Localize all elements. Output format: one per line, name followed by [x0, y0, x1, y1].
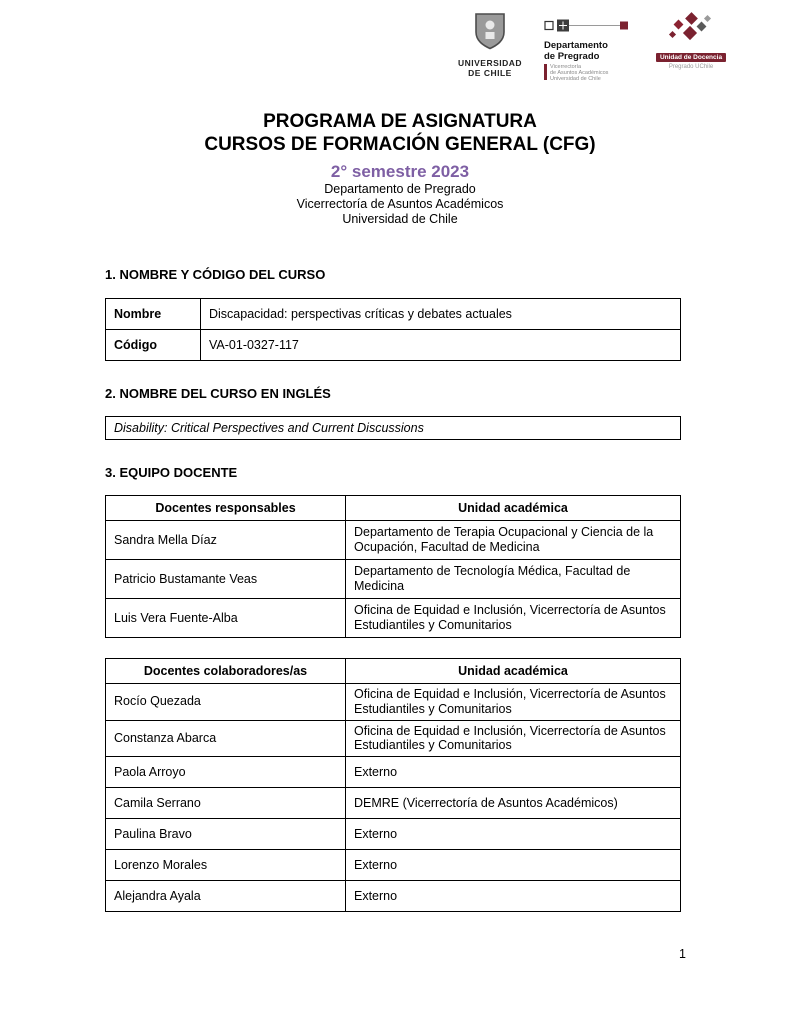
column-header-unidad-academica: Unidad académica — [346, 659, 681, 684]
teacher-unit: Externo — [346, 757, 681, 788]
docencia-logo-sub-text: Pregrado UChile — [668, 64, 714, 70]
table-row — [106, 560, 681, 599]
course-code-value: VA-01-0327-117 — [201, 330, 681, 361]
table-header-row — [106, 659, 681, 684]
teacher-unit: Departamento de Tecnología Médica, Facultad de Medicina — [346, 560, 681, 599]
table-row — [106, 599, 681, 638]
teacher-unit: Departamento de Terapia Ocupacional y Ciencia de la Ocupación, Facultad de Medicina — [346, 521, 681, 560]
table-row — [106, 720, 681, 757]
title-block — [0, 110, 800, 227]
table-row — [106, 330, 681, 361]
teacher-unit: Oficina de Equidad e Inclusión, Vicerrectoría de Asuntos Estudiantiles y Comunitarios — [346, 684, 681, 721]
teacher-unit: Externo — [346, 819, 681, 850]
page-number: 1 — [679, 947, 686, 961]
teacher-name: Lorenzo Morales — [106, 850, 346, 881]
table-row — [106, 521, 681, 560]
subtitle-department: Departamento de Pregrado — [324, 182, 476, 196]
document-body — [105, 266, 681, 912]
teacher-name: Alejandra Ayala — [106, 881, 346, 912]
section2-heading: 2. NOMBRE DEL CURSO EN INGLÉS — [105, 386, 331, 401]
column-header-docentes-responsables: Docentes responsables — [106, 496, 346, 521]
subtitle-vicerrectoria: Vicerrectoría de Asuntos Académicos — [296, 197, 504, 211]
column-header-docentes-colaboradores: Docentes colaboradores/as — [106, 659, 346, 684]
table-row — [106, 850, 681, 881]
pregrado-logo-accent-bar — [544, 64, 547, 80]
pregrado-logo-sub-line3: Universidad de Chile — [550, 76, 601, 82]
docencia-diamonds-icon — [665, 12, 717, 51]
uchile-logo — [450, 12, 530, 78]
table-row — [106, 299, 681, 330]
table-row — [106, 684, 681, 721]
logo-row — [450, 12, 732, 82]
course-name-code-table — [105, 298, 681, 361]
teacher-name: Constanza Abarca — [106, 720, 346, 757]
pregrado-logo-sub-line1: Vicerrectoría — [550, 64, 582, 70]
section1-heading: 1. NOMBRE Y CÓDIGO DEL CURSO — [105, 267, 326, 282]
teacher-name: Luis Vera Fuente-Alba — [106, 599, 346, 638]
teacher-unit: Oficina de Equidad e Inclusión, Vicerrectoría de Asuntos Estudiantiles y Comunitarios — [346, 720, 681, 757]
course-name-value: Discapacidad: perspectivas críticas y debates actuales — [201, 299, 681, 330]
docencia-logo-band-text: Unidad de Docencia — [656, 53, 726, 62]
teacher-unit: Oficina de Equidad e Inclusión, Vicerrectoría de Asuntos Estudiantiles y Comunitarios — [346, 599, 681, 638]
teacher-unit: Externo — [346, 850, 681, 881]
uchile-logo-text-line1: UNIVERSIDAD — [457, 58, 523, 68]
pregrado-logo — [544, 12, 636, 82]
responsible-teachers-table — [105, 495, 681, 638]
teacher-name: Camila Serrano — [106, 788, 346, 819]
subtitle-university: Universidad de Chile — [342, 212, 458, 226]
section3-heading: 3. EQUIPO DOCENTE — [105, 465, 238, 480]
document-title-line2: CURSOS DE FORMACIÓN GENERAL (CFG) — [204, 134, 596, 155]
english-name-table — [105, 416, 681, 440]
table-row — [106, 881, 681, 912]
table-row — [106, 819, 681, 850]
teacher-name: Paulina Bravo — [106, 819, 346, 850]
collaborating-teachers-table — [105, 658, 681, 912]
pregrado-logo-sub-line2: de Asuntos Académicos — [550, 70, 609, 76]
uchile-logo-text-line2: DE CHILE — [468, 68, 512, 78]
teacher-name: Paola Arroyo — [106, 757, 346, 788]
table-row — [106, 788, 681, 819]
pregrado-logo-title-line2: de Pregrado — [544, 50, 600, 62]
docencia-logo — [650, 12, 732, 70]
pregrado-squares-icon — [544, 18, 632, 38]
course-name-label: Nombre — [106, 299, 201, 330]
teacher-unit: Externo — [346, 881, 681, 912]
english-course-name: Disability: Critical Perspectives and Current Discussions — [106, 417, 681, 440]
table-header-row — [106, 496, 681, 521]
column-header-unidad-academica: Unidad académica — [346, 496, 681, 521]
table-row — [106, 757, 681, 788]
pregrado-logo-title-line1: Departamento — [544, 40, 608, 51]
teacher-unit: DEMRE (Vicerrectoría de Asuntos Académicos) — [346, 788, 681, 819]
teacher-name: Rocío Quezada — [106, 684, 346, 721]
teacher-name: Patricio Bustamante Veas — [106, 560, 346, 599]
semester-line: 2° semestre 2023 — [330, 162, 470, 181]
document-title-line1: PROGRAMA DE ASIGNATURA — [263, 111, 537, 132]
uchile-crest-icon — [474, 12, 506, 55]
table-row — [106, 417, 681, 440]
teacher-name: Sandra Mella Díaz — [106, 521, 346, 560]
course-code-label: Código — [106, 330, 201, 361]
